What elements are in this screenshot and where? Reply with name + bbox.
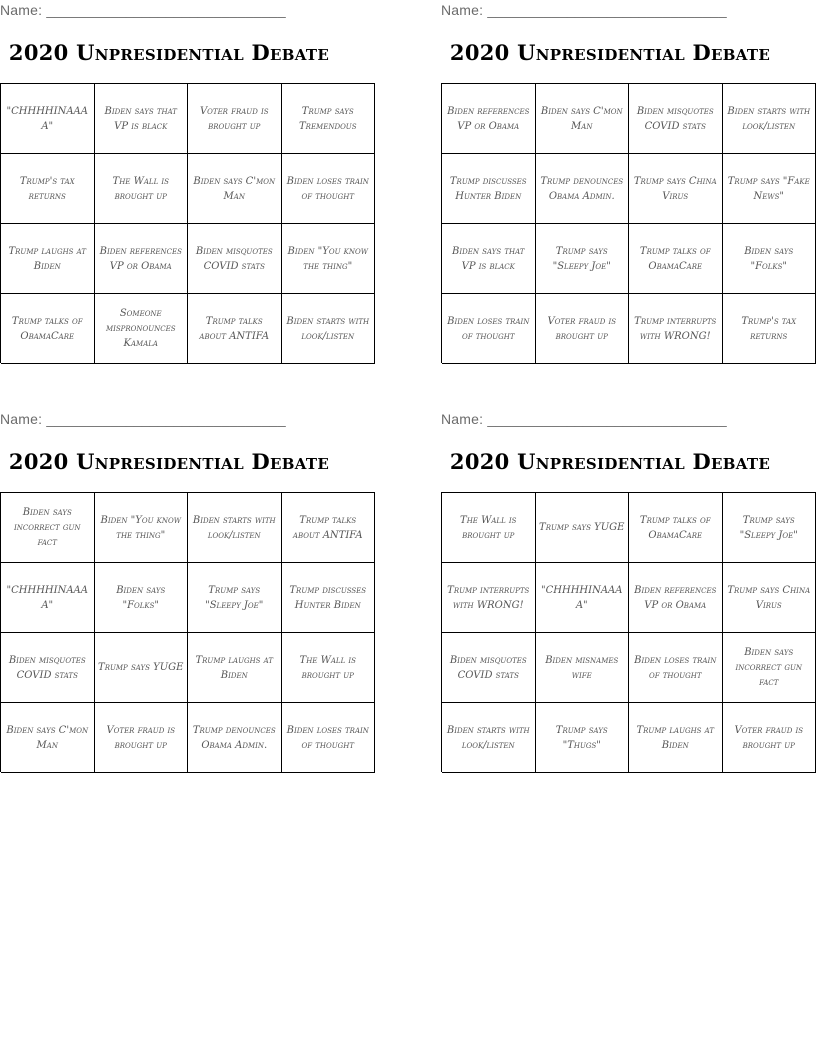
bingo-cell-text: Biden starts with look/listen: [192, 514, 276, 541]
bingo-cell[interactable]: [1, 633, 95, 703]
bingo-cell-text: Trump laughs at Biden: [636, 724, 714, 751]
bingo-cell[interactable]: [442, 633, 536, 703]
bingo-cell-text: Voter fraud is brought up: [734, 724, 804, 751]
bingo-cell-text: Voter fraud is brought up: [106, 724, 176, 751]
bingo-cell-text: Biden loses train of thought: [634, 654, 717, 681]
bingo-cell[interactable]: [95, 154, 189, 224]
bingo-cell-text: "CHHHHINAAAA": [541, 584, 623, 611]
bingo-cell-text: Biden says that VP is black: [452, 245, 525, 272]
bingo-cell-text: Voter fraud is brought up: [199, 105, 269, 132]
bingo-cell-text: Biden says incorrect gun fact: [14, 507, 81, 548]
bingo-cell[interactable]: [629, 563, 723, 633]
bingo-grid: [441, 492, 816, 772]
bingo-cell-text: Trump says YUGE: [539, 522, 625, 533]
bingo-cell[interactable]: [629, 493, 723, 563]
bingo-cell-text: Biden misquotes COVID stats: [636, 105, 714, 132]
bingo-cell-text: Trump says China Virus: [727, 584, 811, 611]
bingo-cell[interactable]: [629, 84, 723, 154]
bingo-cell-text: Trump says "Sleepy Joe": [205, 584, 264, 611]
bingo-cell[interactable]: [1, 294, 95, 364]
bingo-cell-text: Trump laughs at Biden: [8, 245, 86, 272]
bingo-cell[interactable]: [95, 84, 189, 154]
bingo-cell-text: Trump talks of ObamaCare: [639, 245, 711, 272]
bingo-cell[interactable]: [723, 493, 816, 563]
bingo-cell-text: Trump says YUGE: [98, 662, 184, 673]
bingo-cell[interactable]: [629, 633, 723, 703]
bingo-cell[interactable]: [188, 563, 282, 633]
bingo-cell[interactable]: [95, 633, 189, 703]
bingo-cell[interactable]: [442, 154, 536, 224]
bingo-cell-text: Biden starts with look/listen: [286, 315, 370, 342]
bingo-grid: [441, 83, 816, 363]
bingo-cell[interactable]: [536, 294, 630, 364]
bingo-cell-text: Trump talks of ObamaCare: [11, 315, 83, 342]
bingo-cell-text: Biden says C'mon Man: [540, 105, 623, 132]
card-title: 2020 Unpresidential Debate: [449, 40, 771, 65]
bingo-cell-text: Trump says Tremendous: [299, 105, 357, 132]
bingo-cell[interactable]: [442, 563, 536, 633]
bingo-cell[interactable]: [1, 703, 95, 773]
bingo-cell-text: Trump says China Virus: [633, 175, 717, 202]
bingo-cell[interactable]: [536, 493, 630, 563]
bingo-cell[interactable]: [723, 633, 816, 703]
bingo-cell[interactable]: [723, 84, 816, 154]
bingo-cell[interactable]: [1, 154, 95, 224]
bingo-cell-text: Biden says incorrect gun fact: [735, 647, 802, 688]
bingo-cell[interactable]: [442, 294, 536, 364]
bingo-cell[interactable]: [282, 563, 376, 633]
bingo-cell-text: The Wall is brought up: [299, 654, 356, 681]
bingo-cell-text: Trump interrupts with WRONG!: [634, 315, 717, 342]
bingo-cell[interactable]: [282, 294, 376, 364]
bingo-cell[interactable]: [629, 294, 723, 364]
bingo-cell[interactable]: [536, 563, 630, 633]
bingo-cell-text: Biden "You know the thing": [100, 514, 181, 541]
bingo-cell-text: "CHHHHINAAAA": [6, 584, 88, 611]
bingo-cell-text: Voter fraud is brought up: [547, 315, 617, 342]
bingo-cell[interactable]: [95, 703, 189, 773]
bingo-cell[interactable]: [95, 294, 189, 364]
bingo-cell[interactable]: [188, 84, 282, 154]
bingo-cell-text: Trump interrupts with WRONG!: [447, 584, 530, 611]
bingo-cell-text: Biden "You know the thing": [287, 245, 368, 272]
bingo-cell[interactable]: [188, 294, 282, 364]
bingo-cell-text: Biden references VP or Obama: [99, 245, 182, 272]
bingo-cell[interactable]: [188, 703, 282, 773]
card-title: 2020 Unpresidential Debate: [449, 449, 771, 474]
bingo-cell[interactable]: [442, 493, 536, 563]
bingo-cell-text: Trump says "Thugs": [555, 724, 608, 751]
bingo-cell[interactable]: [95, 224, 189, 294]
bingo-cell[interactable]: [282, 493, 376, 563]
bingo-cell[interactable]: [723, 563, 816, 633]
bingo-cell[interactable]: [629, 703, 723, 773]
bingo-cell-text: Biden misquotes COVID stats: [8, 654, 86, 681]
name-field-label: Name: ______________________________: [441, 2, 727, 18]
bingo-cell[interactable]: [723, 154, 816, 224]
bingo-cell[interactable]: [442, 84, 536, 154]
bingo-cell-text: Biden loses train of thought: [286, 175, 369, 202]
bingo-cell[interactable]: [723, 294, 816, 364]
bingo-cell[interactable]: [282, 703, 376, 773]
bingo-cell-text: Biden misquotes COVID stats: [449, 654, 527, 681]
bingo-cell[interactable]: [536, 84, 630, 154]
bingo-cell-text: Trump says "Sleepy Joe": [739, 514, 798, 541]
bingo-cell[interactable]: [1, 563, 95, 633]
bingo-cell-text: Trump talks about ANTIFA: [199, 315, 270, 342]
bingo-grid: [0, 492, 375, 772]
bingo-cell-text: The Wall is brought up: [460, 514, 517, 541]
bingo-cell[interactable]: [536, 703, 630, 773]
bingo-cell[interactable]: [95, 493, 189, 563]
bingo-cell[interactable]: [536, 224, 630, 294]
bingo-cell-text: Trump denounces Obama Admin.: [540, 175, 624, 202]
bingo-cell-text: Trump denounces Obama Admin.: [192, 724, 276, 751]
bingo-cell[interactable]: [536, 154, 630, 224]
bingo-cell-text: Biden loses train of thought: [286, 724, 369, 751]
bingo-cell-text: Trump talks of ObamaCare: [639, 514, 711, 541]
bingo-cell-text: Biden misquotes COVID stats: [195, 245, 273, 272]
bingo-cell-text: The Wall is brought up: [112, 175, 169, 202]
bingo-cell[interactable]: [282, 224, 376, 294]
bingo-cell[interactable]: [188, 493, 282, 563]
bingo-cell[interactable]: [188, 224, 282, 294]
bingo-cell-text: Trump laughs at Biden: [195, 654, 273, 681]
bingo-cell-text: Biden loses train of thought: [447, 315, 530, 342]
bingo-cell-text: Trump talks about ANTIFA: [292, 514, 363, 541]
bingo-cell[interactable]: [1, 224, 95, 294]
bingo-cell-text: Trump says "Sleepy Joe": [552, 245, 611, 272]
name-field-label: Name: ______________________________: [441, 411, 727, 427]
card-title: 2020 Unpresidential Debate: [8, 40, 330, 65]
bingo-cell-text: Biden starts with look/listen: [446, 724, 530, 751]
bingo-cell[interactable]: [442, 224, 536, 294]
bingo-cell-text: Biden starts with look/listen: [727, 105, 811, 132]
bingo-cell-text: Biden references VP or Obama: [634, 584, 717, 611]
bingo-cell-text: Someone mispronounces Kamala: [105, 308, 176, 349]
bingo-cell-text: Trump's tax returns: [741, 315, 797, 342]
bingo-cell-text: Trump discusses Hunter Biden: [449, 175, 527, 202]
bingo-cell[interactable]: [629, 224, 723, 294]
bingo-cell[interactable]: [1, 493, 95, 563]
bingo-cell[interactable]: [188, 154, 282, 224]
bingo-cell[interactable]: [536, 633, 630, 703]
bingo-cell-text: Biden says that VP is black: [104, 105, 177, 132]
bingo-cell[interactable]: [723, 703, 816, 773]
bingo-cell-text: Biden says C'mon Man: [193, 175, 276, 202]
bingo-cell[interactable]: [95, 563, 189, 633]
bingo-cell[interactable]: [282, 84, 376, 154]
bingo-cell-text: Biden says "Folks": [744, 245, 794, 272]
name-field-label: Name: ______________________________: [0, 2, 286, 18]
bingo-cell[interactable]: [723, 224, 816, 294]
bingo-cell[interactable]: [282, 633, 376, 703]
bingo-cell-text: "CHHHHINAAAA": [6, 105, 88, 132]
bingo-cell-text: Biden says "Folks": [116, 584, 166, 611]
bingo-cell-text: Biden says C'mon Man: [6, 724, 89, 751]
bingo-cell[interactable]: [282, 154, 376, 224]
bingo-cell-text: Biden references VP or Obama: [447, 105, 530, 132]
bingo-cell-text: Trump's tax returns: [19, 175, 75, 202]
bingo-cell-text: Trump discusses Hunter Biden: [289, 584, 367, 611]
bingo-cell[interactable]: [188, 633, 282, 703]
card-title: 2020 Unpresidential Debate: [8, 449, 330, 474]
bingo-grid: [0, 83, 375, 363]
bingo-cell[interactable]: [629, 154, 723, 224]
name-field-label: Name: ______________________________: [0, 411, 286, 427]
bingo-cell-text: Trump says "Fake News": [727, 175, 810, 202]
bingo-cell[interactable]: [1, 84, 95, 154]
bingo-cell-text: Biden misnames wife: [545, 654, 619, 681]
bingo-cell[interactable]: [442, 703, 536, 773]
